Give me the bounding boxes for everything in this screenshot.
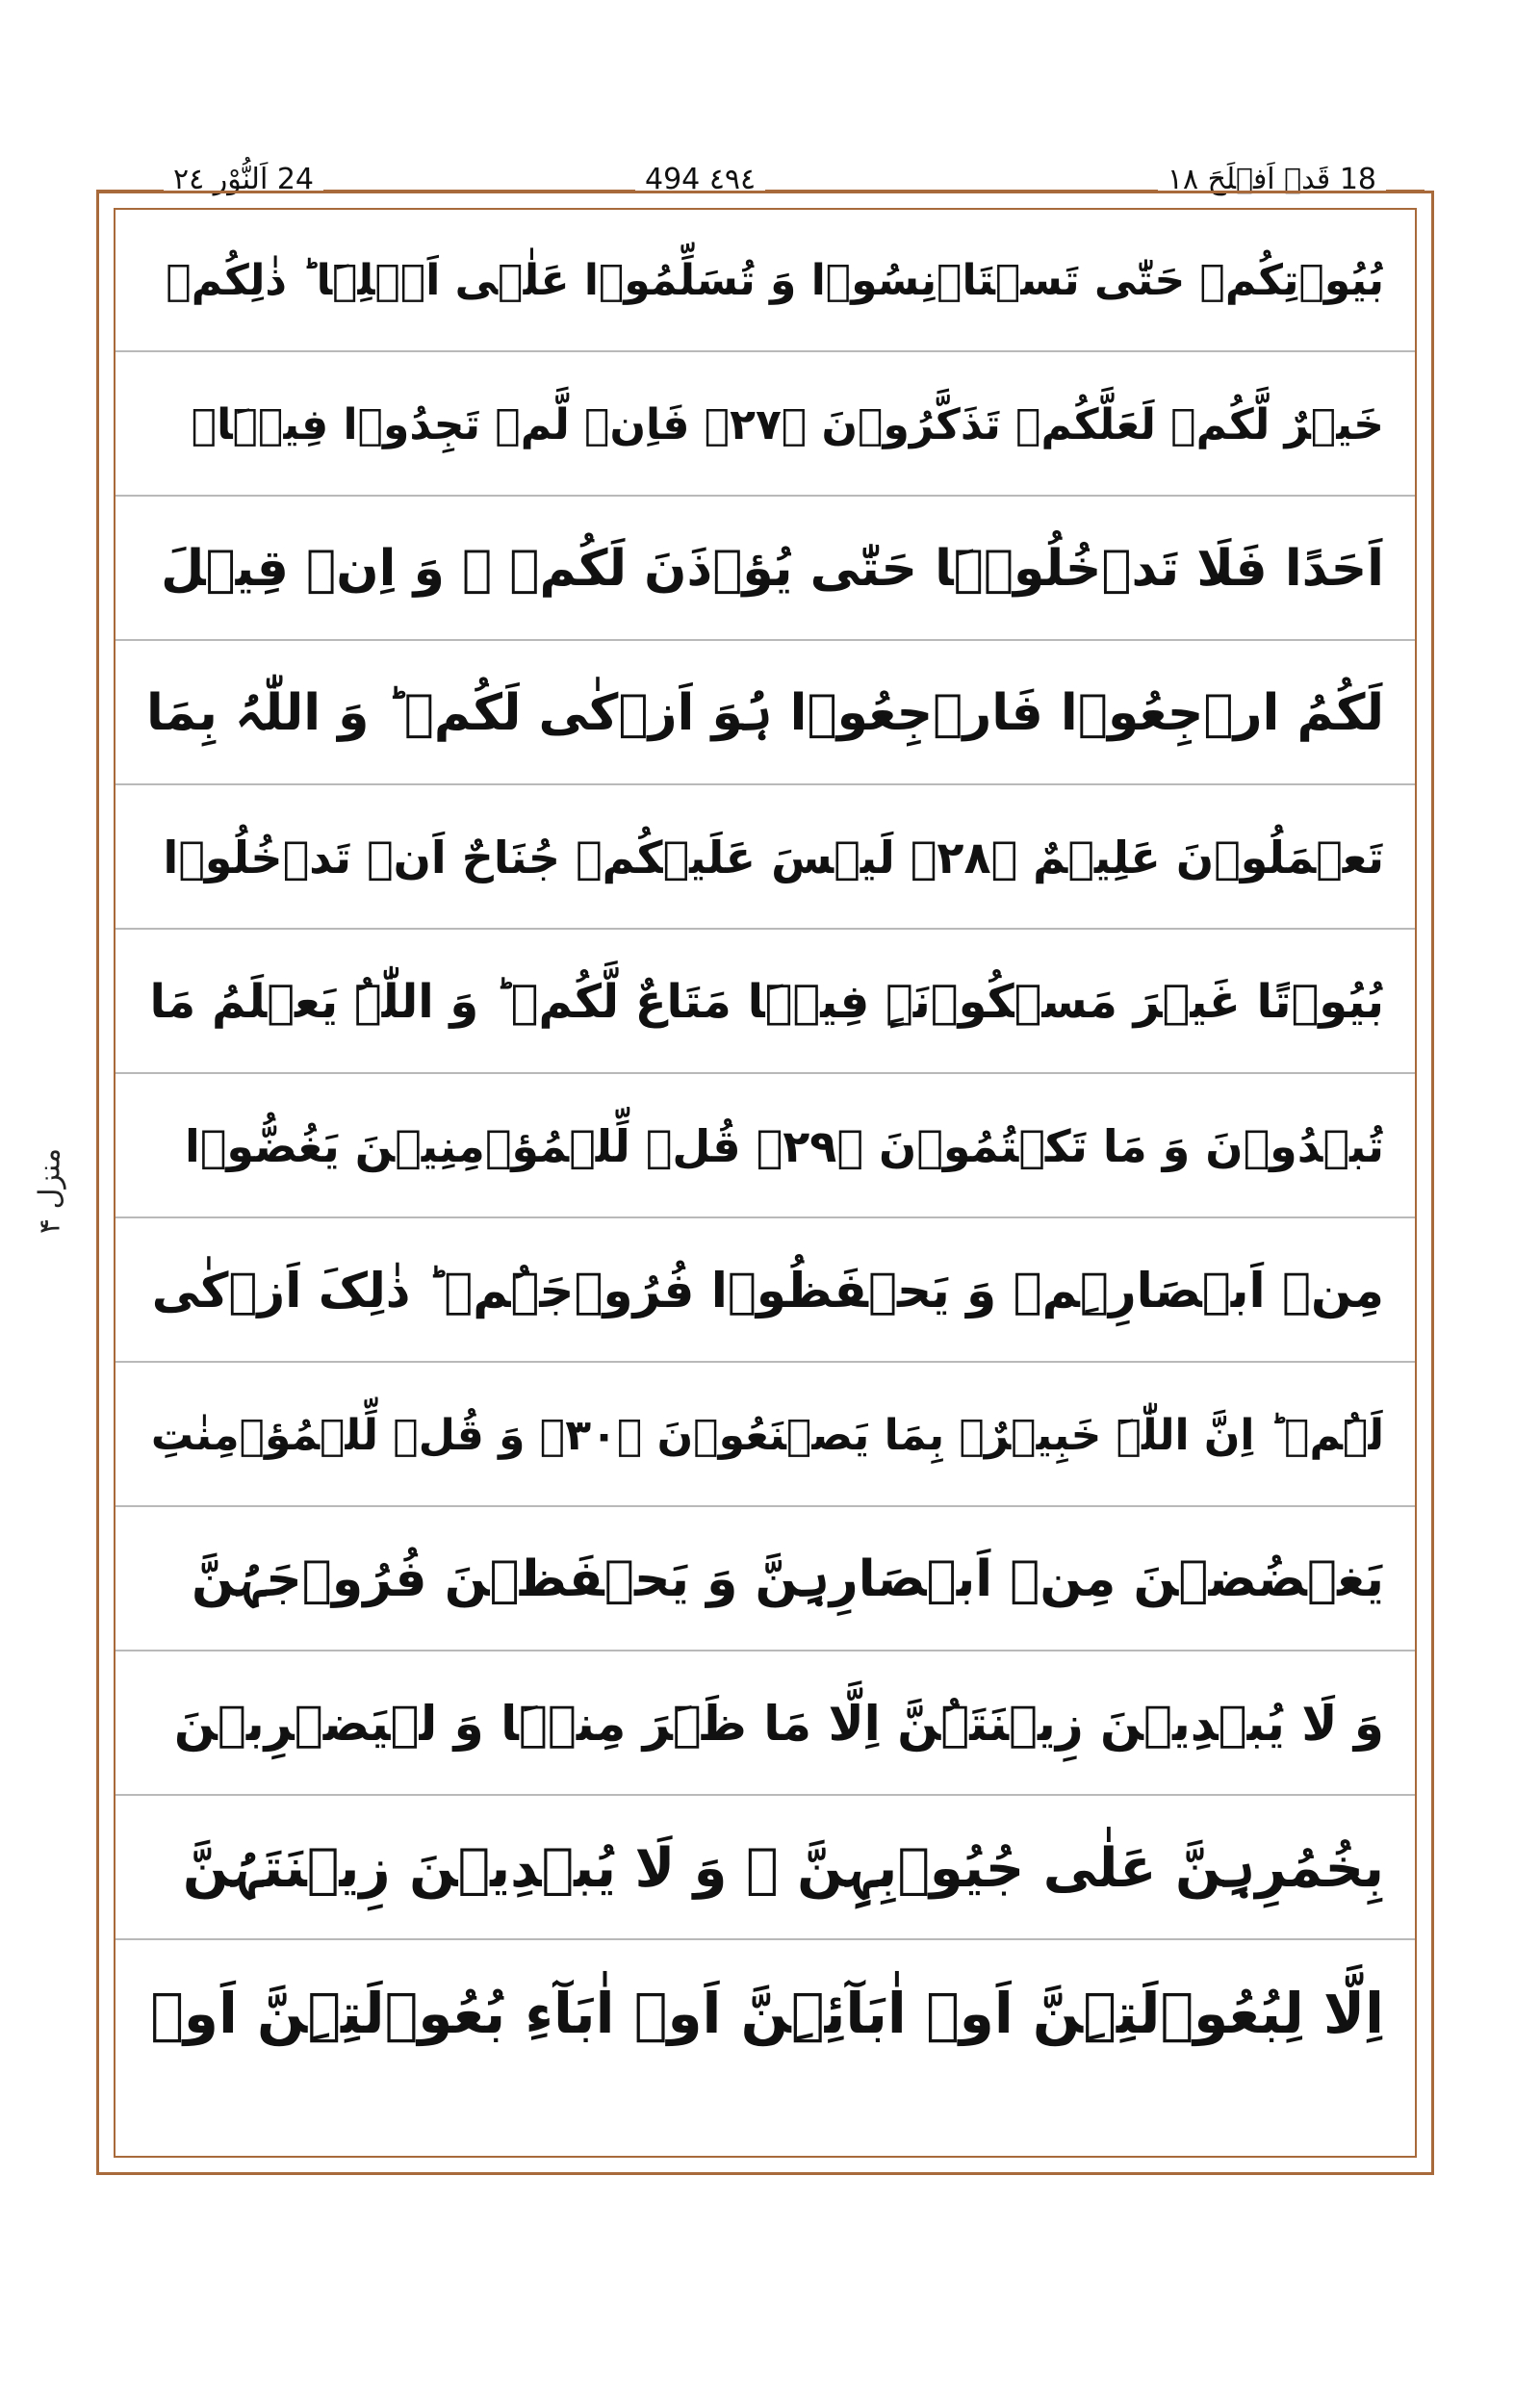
text-line-7 — [116, 1076, 1415, 1218]
text-line-12 — [116, 1798, 1415, 1940]
text-line-10 — [116, 1509, 1415, 1651]
line-text: تُبۡدُوۡنَ وَ مَا تَکۡتُمُوۡنَ ﴿۲۹﴾ قُلۡ لِّلۡمُؤۡمِنِیۡنَ یَغُضُّوۡا — [185, 1120, 1384, 1172]
text-line-8 — [116, 1220, 1415, 1363]
line-text: بِخُمُرِہِنَّ عَلٰی جُیُوۡبِہِنَّ ۪ وَ لَا یُبۡدِیۡنَ زِیۡنَتَہُنَّ — [182, 1836, 1384, 1900]
line-text: خَیۡرٌ لَّکُمۡ لَعَلَّکُمۡ تَذَکَّرُوۡنَ ﴿۲۷﴾ فَاِنۡ لَّمۡ تَجِدُوۡا فِیۡہَاۤ — [191, 399, 1384, 449]
text-lines — [116, 210, 1415, 2156]
text-line-9 — [116, 1365, 1415, 1507]
line-text: اِلَّا لِبُعُوۡلَتِہِنَّ اَوۡ اٰبَآئِہِنَّ اَوۡ اٰبَآءِ بُعُوۡلَتِہِنَّ اَوۡ — [150, 1981, 1384, 2046]
text-line-4 — [116, 643, 1415, 785]
line-text: لَہُمۡ ؕ اِنَّ اللّٰہَ خَبِیۡرٌۢ بِمَا یَصۡنَعُوۡنَ ﴿۳۰﴾ وَ قُلۡ لِّلۡمُؤۡمِنٰتِ — [150, 1410, 1384, 1460]
line-text: وَ لَا یُبۡدِیۡنَ زِیۡنَتَہُنَّ اِلَّا مَا ظَہَرَ مِنۡہَا وَ لۡیَضۡرِبۡنَ — [173, 1696, 1384, 1752]
text-line-1 — [116, 210, 1415, 352]
header-page-number: ٤٩٤ 494 — [635, 161, 765, 199]
manzil-side-label — [21, 1136, 79, 1251]
text-line-6 — [116, 932, 1415, 1074]
line-text: بُیُوۡتِکُمۡ حَتّٰی تَسۡتَاۡنِسُوۡا وَ تُسَلِّمُوۡا عَلٰۤی اَہۡلِہَا ؕ ذٰلِکُمۡ — [166, 255, 1384, 305]
header-juz: 18 قَدۡ اَفۡلَحَ ١٨ — [1158, 161, 1386, 199]
header-surah: 24 اَلنُّوْر ٢٤ — [164, 161, 323, 199]
text-line-5 — [116, 787, 1415, 930]
text-line-11 — [116, 1653, 1415, 1796]
line-text: تَعۡمَلُوۡنَ عَلِیۡمٌ ﴿۲۸﴾ لَیۡسَ عَلَیۡکُمۡ جُنَاحٌ اَنۡ تَدۡخُلُوۡا — [163, 832, 1384, 883]
line-text: بُیُوۡتًا غَیۡرَ مَسۡکُوۡنَۃٍ فِیۡہَا مَتَاعٌ لَّکُمۡ ؕ وَ اللّٰہُ یَعۡلَمُ مَا — [149, 975, 1384, 1029]
text-line-3 — [116, 499, 1415, 641]
text-line-13 — [116, 1942, 1415, 2085]
text-line-2 — [116, 354, 1415, 497]
manzil-label-text: منزل ۴ — [33, 1147, 67, 1235]
line-text: لَکُمُ ارۡجِعُوۡا فَارۡجِعُوۡا ہُوَ اَزۡکٰی لَکُمۡ ؕ وَ اللّٰہُ بِمَا — [146, 684, 1384, 742]
line-text: اَحَدًا فَلَا تَدۡخُلُوۡہَا حَتّٰی یُؤۡذَنَ لَکُمۡ ۚ وَ اِنۡ قِیۡلَ — [161, 540, 1384, 598]
line-text: یَغۡضُضۡنَ مِنۡ اَبۡصَارِہِنَّ وَ یَحۡفَظۡنَ فُرُوۡجَہُنَّ — [191, 1550, 1384, 1608]
line-text: مِنۡ اَبۡصَارِہِمۡ وَ یَحۡفَظُوۡا فُرُوۡجَہُمۡ ؕ ذٰلِکَ اَزۡکٰی — [151, 1263, 1384, 1319]
